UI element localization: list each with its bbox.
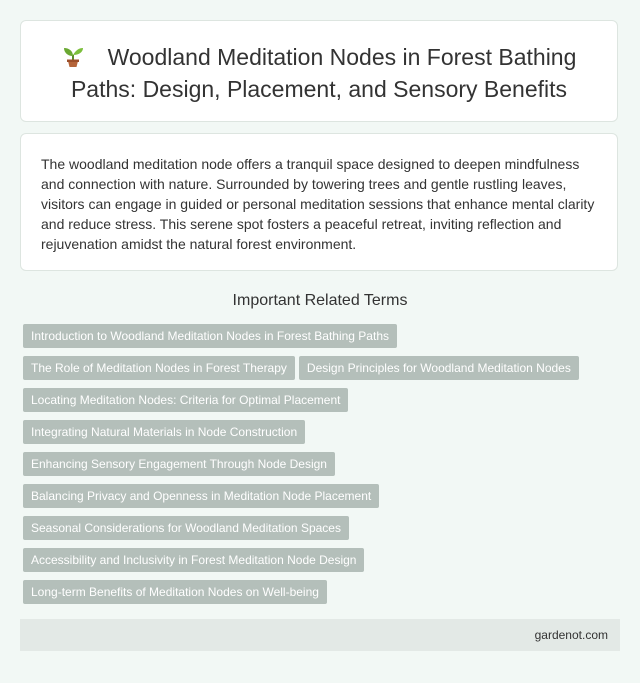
- term-row: [23, 388, 623, 412]
- term-row: [23, 580, 623, 604]
- term-row: [23, 324, 623, 348]
- term-tag[interactable]: Design Principles for Woodland Meditation Nodes: [299, 356, 579, 380]
- term-tag[interactable]: Accessibility and Inclusivity in Forest Meditation Node Design: [23, 548, 364, 572]
- term-tag[interactable]: Seasonal Considerations for Woodland Meditation Spaces: [23, 516, 349, 540]
- term-row: [23, 516, 623, 540]
- term-row: [23, 548, 623, 572]
- page-title: [51, 43, 587, 104]
- page-title-text: Woodland Meditation Nodes in Forest Bathing Paths: Design, Placement, and Sensory Benefits: [70, 44, 577, 102]
- term-row: [23, 420, 623, 444]
- intro-card: [20, 133, 618, 271]
- sprout-icon: [62, 44, 84, 75]
- footer: [20, 619, 620, 651]
- term-tag[interactable]: Balancing Privacy and Openness in Meditation Node Placement: [23, 484, 379, 508]
- related-terms-list: [23, 324, 623, 612]
- intro-paragraph: The woodland meditation node offers a tranquil space designed to deepen mindfulness and connection with nature. Surrounded by towering trees and gentle rustling leaves, visitors can engage in guided or personal meditation sessions that enhance mental clarity and reduce stress. This serene spot fosters a peaceful retreat, inviting reflection and rejuvenation amidst the natural forest environment.: [41, 156, 595, 252]
- term-tag[interactable]: The Role of Meditation Nodes in Forest Therapy: [23, 356, 295, 380]
- title-card: [20, 20, 618, 122]
- term-row: [23, 356, 623, 380]
- term-tag[interactable]: Locating Meditation Nodes: Criteria for Optimal Placement: [23, 388, 348, 412]
- term-tag[interactable]: Long-term Benefits of Meditation Nodes on Well-being: [23, 580, 327, 604]
- term-row: [23, 484, 623, 508]
- term-row: [23, 452, 623, 476]
- term-tag[interactable]: Integrating Natural Materials in Node Construction: [23, 420, 305, 444]
- term-tag[interactable]: Introduction to Woodland Meditation Nodes in Forest Bathing Paths: [23, 324, 397, 348]
- term-tag[interactable]: Enhancing Sensory Engagement Through Node Design: [23, 452, 335, 476]
- footer-site-link[interactable]: gardenot.com: [534, 628, 608, 642]
- related-terms-heading: Important Related Terms: [232, 292, 408, 309]
